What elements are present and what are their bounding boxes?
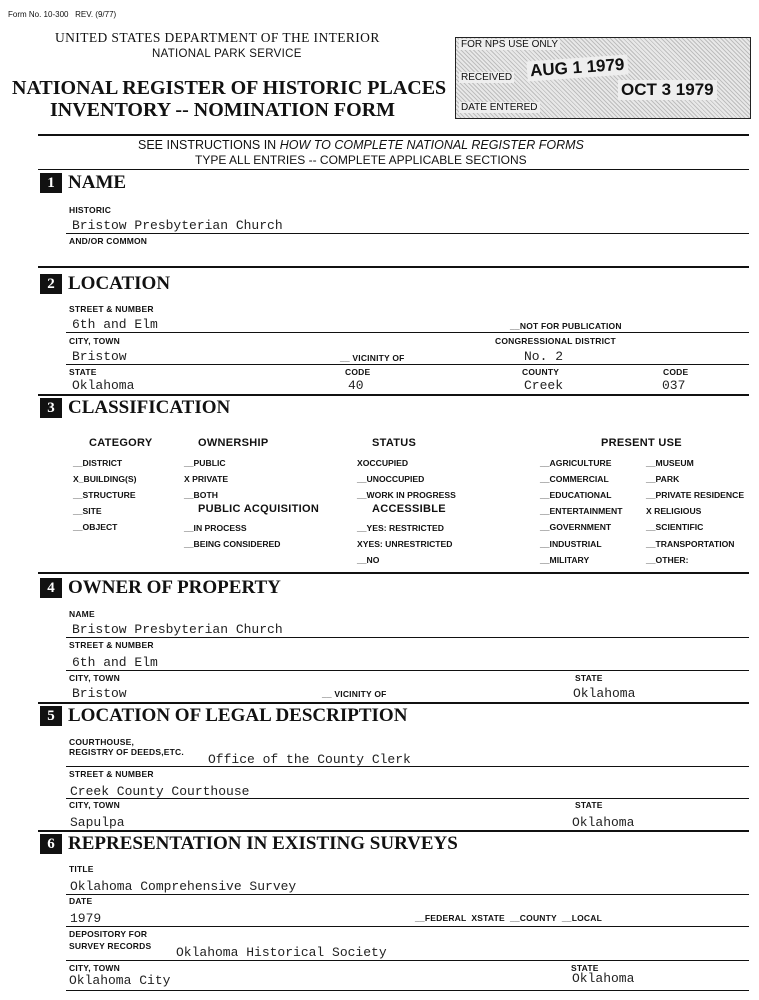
legal-city-value: Sapulpa (70, 815, 125, 830)
nps-use-label: FOR NPS USE ONLY (461, 39, 559, 50)
county-value: Creek (524, 378, 564, 393)
status-occupied: XOCCUPIED (357, 458, 409, 468)
street-label: STREET & NUMBER (69, 304, 154, 314)
use-transportation: __TRANSPORTATION (646, 539, 735, 549)
legal-state-label: STATE (575, 800, 603, 810)
accessible-header: ACCESSIBLE (372, 503, 446, 515)
use-private-residence: __PRIVATE RESIDENCE (646, 490, 745, 500)
owner-city-label: CITY, TOWN (69, 673, 120, 683)
common-label: AND/OR COMMON (69, 236, 148, 246)
accessible-unrestricted: XYES: UNRESTRICTED (357, 539, 453, 549)
congressional-label: CONGRESSIONAL DISTRICT (495, 336, 616, 346)
category-object: __OBJECT (73, 522, 118, 532)
historic-value: Bristow Presbyterian Church (72, 218, 283, 233)
owner-name-value: Bristow Presbyterian Church (72, 622, 283, 637)
state-code-value: 40 (348, 378, 364, 393)
use-industrial: __INDUSTRIAL (540, 539, 602, 549)
accessible-no: __NO (357, 555, 380, 565)
ownership-both: __BOTH (184, 490, 218, 500)
owner-state-label: STATE (575, 673, 603, 683)
section-1-title: NAME (68, 172, 127, 193)
legal-city-label: CITY, TOWN (69, 800, 120, 810)
section-2-number: 2 (40, 274, 62, 294)
instructions-line2: TYPE ALL ENTRIES -- COMPLETE APPLICABLE SECTIONS (195, 153, 527, 167)
survey-date-label: DATE (69, 896, 93, 906)
category-site: __SITE (73, 506, 102, 516)
use-agriculture: __AGRICULTURE (540, 458, 612, 468)
agency-name: UNITED STATES DEPARTMENT OF THE INTERIOR (55, 30, 380, 45)
use-entertainment: __ENTERTAINMENT (540, 506, 623, 516)
use-military: __MILITARY (540, 555, 590, 565)
congressional-value: No. 2 (524, 349, 564, 364)
depository-value: Oklahoma Historical Society (176, 945, 387, 960)
vicinity-of: __ VICINITY OF (340, 353, 405, 363)
ownership-public: __PUBLIC (184, 458, 226, 468)
owner-street-label: STREET & NUMBER (69, 640, 154, 650)
survey-title-value: Oklahoma Comprehensive Survey (70, 879, 297, 894)
survey-city-label: CITY, TOWN (69, 963, 120, 973)
section-4-title: OWNER OF PROPERTY (68, 577, 281, 598)
courthouse-value: Office of the County Clerk (208, 752, 411, 767)
status-work-in-progress: __WORK IN PROGRESS (357, 490, 456, 500)
state-label: STATE (69, 367, 97, 377)
acquisition-header: PUBLIC ACQUISITION (198, 503, 320, 515)
owner-city-value: Bristow (72, 686, 127, 701)
owner-name-label: NAME (69, 609, 95, 619)
accessible-restricted: __YES: RESTRICTED (357, 523, 444, 533)
form-title-line2: INVENTORY -- NOMINATION FORM (50, 99, 396, 121)
present-use-header: PRESENT USE (601, 437, 682, 449)
instructions-line1: SEE INSTRUCTIONS IN HOW TO COMPLETE NATIONAL REGISTER FORMS (138, 138, 584, 152)
street-value: 6th and Elm (72, 317, 158, 332)
owner-vicinity-of: __ VICINITY OF (322, 689, 387, 699)
survey-state-value: Oklahoma (572, 971, 635, 986)
state-value: Oklahoma (72, 378, 135, 393)
county-label: COUNTY (522, 367, 560, 377)
owner-street-value: 6th and Elm (72, 655, 158, 670)
form-number: Form No. 10-300 REV. (9/77) (8, 10, 117, 19)
section-2-title: LOCATION (68, 273, 171, 294)
use-scientific: __SCIENTIFIC (646, 522, 704, 532)
category-district: __DISTRICT (73, 458, 123, 468)
section-6-number: 6 (40, 834, 62, 854)
section-1-number: 1 (40, 173, 62, 193)
section-3-title: CLASSIFICATION (68, 397, 231, 418)
use-park: __PARK (646, 474, 680, 484)
acquisition-in-process: __IN PROCESS (184, 523, 247, 533)
use-government: __GOVERNMENT (540, 522, 612, 532)
depository-label-2: SURVEY RECORDS (69, 941, 152, 951)
legal-state-value: Oklahoma (572, 815, 635, 830)
section-5-number: 5 (40, 706, 62, 726)
city-label: CITY, TOWN (69, 336, 120, 346)
category-structure: __STRUCTURE (73, 490, 136, 500)
ownership-private: X PRIVATE (184, 474, 229, 484)
depository-label-1: DEPOSITORY FOR (69, 929, 148, 939)
ownership-header: OWNERSHIP (198, 437, 269, 449)
section-3-number: 3 (40, 398, 62, 418)
survey-levels: __FEDERAL XSTATE __COUNTY __LOCAL (415, 913, 602, 923)
received-label: RECEIVED (461, 72, 513, 83)
form-title-line1: NATIONAL REGISTER OF HISTORIC PLACES (12, 77, 447, 99)
legal-street-value: Creek County Courthouse (70, 784, 250, 799)
category-buildings: X_BUILDING(S) (73, 474, 137, 484)
use-educational: __EDUCATIONAL (540, 490, 612, 500)
city-value: Bristow (72, 349, 127, 364)
county-code-label: CODE (663, 367, 689, 377)
date-entered-label: DATE ENTERED (461, 102, 538, 113)
survey-state-label: STATE (571, 963, 599, 973)
status-unoccupied: __UNOCCUPIED (357, 474, 425, 484)
owner-state-value: Oklahoma (573, 686, 636, 701)
category-header: CATEGORY (89, 437, 153, 449)
survey-date-value: 1979 (70, 911, 102, 926)
survey-city-value: Oklahoma City (69, 973, 171, 988)
code-label: CODE (345, 367, 371, 377)
section-5-title: LOCATION OF LEGAL DESCRIPTION (68, 705, 408, 726)
courthouse-label-2: REGISTRY OF DEEDS,ETC. (69, 747, 184, 757)
section-4-number: 4 (40, 578, 62, 598)
historic-label: HISTORIC (69, 205, 112, 215)
status-header: STATUS (372, 437, 417, 449)
courthouse-label-1: COURTHOUSE, (69, 737, 135, 747)
use-other: __OTHER: (646, 555, 689, 565)
service-name: NATIONAL PARK SERVICE (152, 48, 302, 60)
survey-title-label: TITLE (69, 864, 94, 874)
received-stamp: AUG 1 1979 (526, 55, 628, 82)
acquisition-being-considered: __BEING CONSIDERED (184, 539, 281, 549)
not-for-publication: __NOT FOR PUBLICATION (510, 321, 622, 331)
use-religious: X RELIGIOUS (646, 506, 702, 516)
county-code-value: 037 (662, 378, 686, 393)
use-commercial: __COMMERCIAL (540, 474, 609, 484)
section-6-title: REPRESENTATION IN EXISTING SURVEYS (68, 833, 458, 854)
date-entered-stamp: OCT 3 1979 (618, 80, 717, 100)
legal-street-label: STREET & NUMBER (69, 769, 154, 779)
use-museum: __MUSEUM (646, 458, 694, 468)
